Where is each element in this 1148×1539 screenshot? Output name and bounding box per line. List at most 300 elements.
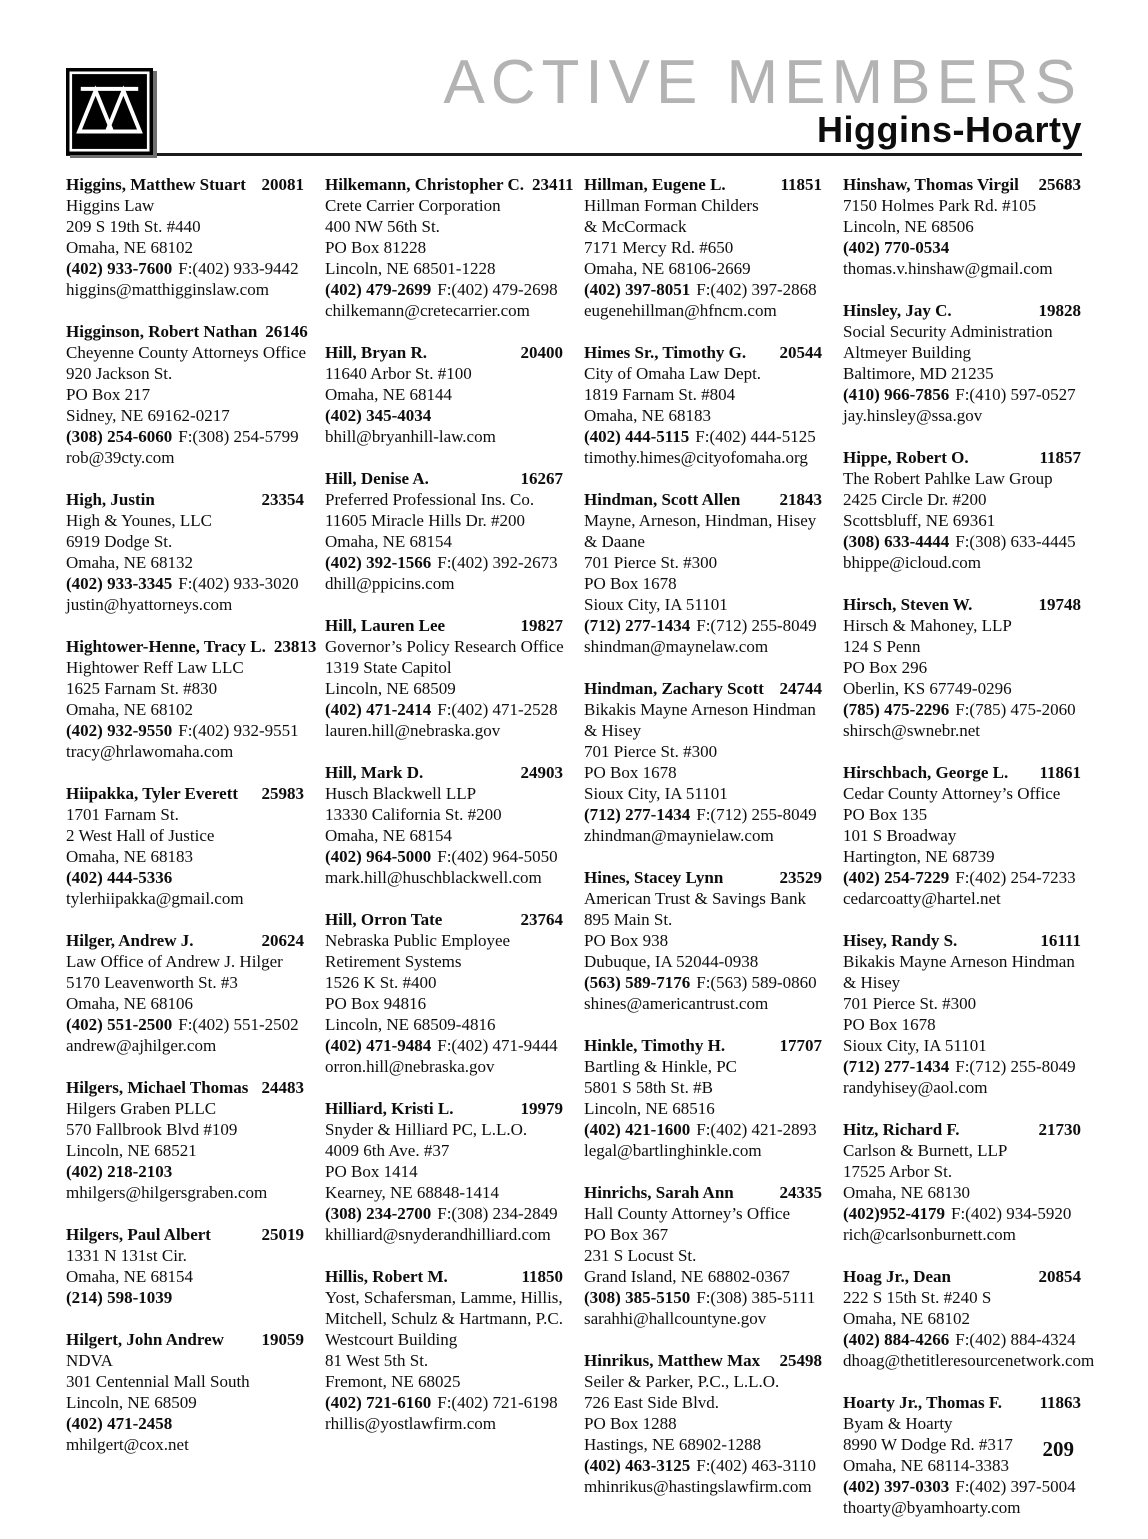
address-line: Hall County Attorney’s Office: [584, 1204, 791, 1223]
member-id: 19979: [520, 1099, 563, 1118]
member-name: Hill, Mark D.: [325, 763, 424, 782]
address-line: High & Younes, LLC: [66, 511, 212, 530]
member-name: Hisey, Randy S.: [843, 931, 958, 950]
phone-line: [584, 1455, 822, 1476]
email-address: justin@hyattorneys.com: [66, 595, 233, 614]
member-entry-head: [584, 1182, 822, 1203]
member-entry: [325, 468, 563, 594]
phone-number: (402) 397-0303: [843, 1477, 950, 1496]
fax-number: F:(308) 385-5111: [696, 1288, 816, 1307]
address-line: 5170 Leavenworth St. #3: [66, 973, 238, 992]
member-entry-head: [584, 174, 822, 195]
member-id: 23411: [532, 175, 574, 194]
member-entry: [584, 867, 822, 1014]
email-address: sarahhi@hallcountyne.gov: [584, 1309, 767, 1328]
member-id: 19059: [261, 1330, 304, 1349]
member-entry-head: [843, 762, 1081, 783]
address-line: 570 Fallbrook Blvd #109: [66, 1120, 238, 1139]
member-entry-head: [325, 1266, 563, 1287]
phone-number: (712) 277-1434: [843, 1057, 950, 1076]
page-footer: [1043, 1437, 1075, 1462]
address-line: Scottsbluff, NE 69361: [843, 511, 996, 530]
phone-number: (402) 964-5000: [325, 847, 432, 866]
address-line: 400 NW 56th St.: [325, 217, 440, 236]
member-entry: [843, 300, 1081, 426]
phone-line: [66, 573, 304, 594]
address-line: Sioux City, IA 51101: [584, 595, 728, 614]
address-line: Lincoln, NE 68516: [584, 1099, 715, 1118]
fax-number: F:(402) 884-4324: [955, 1330, 1076, 1349]
address-line: PO Box 135: [843, 805, 928, 824]
member-entry-head: [325, 342, 563, 363]
page-number: 209: [1042, 1437, 1074, 1461]
member-entry-head: [584, 867, 822, 888]
address-line: Sioux City, IA 51101: [843, 1036, 987, 1055]
address-line: Hartington, NE 68739: [843, 847, 995, 866]
address-line: 2425 Circle Dr. #200: [843, 490, 987, 509]
address-line: 6919 Dodge St.: [66, 532, 173, 551]
phone-line: [66, 1413, 304, 1434]
email-address: andrew@ajhilger.com: [66, 1036, 217, 1055]
phone-number: (402) 444-5115: [584, 427, 690, 446]
address-line: Omaha, NE 68102: [66, 238, 194, 257]
member-entry-head: [66, 636, 317, 657]
member-id: 20544: [779, 343, 822, 362]
email-address: shirsch@swnebr.net: [843, 721, 980, 740]
email-address: legal@bartlinghinkle.com: [584, 1141, 762, 1160]
address-line: Dubuque, IA 52044-0938: [584, 952, 759, 971]
member-name: Hinrichs, Sarah Ann: [584, 1183, 734, 1202]
member-id: 19748: [1038, 595, 1081, 614]
member-entry-head: [325, 762, 563, 783]
address-line: American Trust & Savings Bank: [584, 889, 806, 908]
member-name: Hillis, Robert M.: [325, 1267, 448, 1286]
address-line: PO Box 94816: [325, 994, 427, 1013]
address-line: 1331 N 131st Cir.: [66, 1246, 187, 1265]
address-line: Mitchell, Schulz & Hartmann, P.C.: [325, 1309, 563, 1328]
fax-number: F:(712) 255-8049: [955, 1057, 1076, 1076]
phone-line: [325, 1035, 563, 1056]
address-line: Omaha, NE 68144: [325, 385, 453, 404]
address-line: 1526 K St. #400: [325, 973, 437, 992]
phone-line: [584, 279, 822, 300]
address-line: & Hisey: [843, 973, 901, 992]
member-entry: [325, 909, 563, 1077]
address-line: Omaha, NE 68154: [325, 532, 453, 551]
phone-number: (402) 884-4266: [843, 1330, 950, 1349]
address-line: Hastings, NE 68902-1288: [584, 1435, 762, 1454]
phone-number: (402) 463-3125: [584, 1456, 691, 1475]
address-line: Retirement Systems: [325, 952, 462, 971]
phone-line: [584, 615, 822, 636]
address-line: 222 S 15th St. #240 S: [843, 1288, 992, 1307]
fax-number: F:(402) 964-5050: [437, 847, 558, 866]
address-line: 81 West 5th St.: [325, 1351, 429, 1370]
member-name: Hilgers, Paul Albert: [66, 1225, 211, 1244]
address-line: 101 S Broadway: [843, 826, 957, 845]
member-id: 24903: [520, 763, 563, 782]
member-name: Hinkle, Timothy H.: [584, 1036, 726, 1055]
member-entry: [66, 1077, 304, 1203]
fax-number: F:(402) 397-5004: [955, 1477, 1076, 1496]
member-entry-head: [325, 174, 574, 195]
address-line: 209 S 19th St. #440: [66, 217, 201, 236]
address-line: Omaha, NE 68183: [66, 847, 194, 866]
fax-number: F:(785) 475-2060: [955, 700, 1076, 719]
phone-line: [584, 972, 822, 993]
phone-number: (214) 598-1039: [66, 1288, 173, 1307]
directory-column: [843, 174, 1095, 1539]
email-address: higgins@matthigginslaw.com: [66, 280, 269, 299]
address-line: & Daane: [584, 532, 645, 551]
member-id: 25498: [779, 1351, 822, 1370]
address-line: 726 East Side Blvd.: [584, 1393, 720, 1412]
fax-number: F:(402) 397-2868: [696, 280, 817, 299]
address-line: 11605 Miracle Hills Dr. #200: [325, 511, 526, 530]
address-line: Social Security Administration: [843, 322, 1053, 341]
address-line: 701 Pierce St. #300: [584, 742, 718, 761]
phone-line: [843, 867, 1081, 888]
directory-column: [66, 174, 317, 1539]
member-id: 20081: [261, 175, 304, 194]
member-entry-head: [584, 342, 822, 363]
address-line: Baltimore, MD 21235: [843, 364, 994, 383]
phone-line: [325, 1392, 563, 1413]
phone-line: [66, 1161, 304, 1182]
member-entry-head: [66, 321, 308, 342]
address-line: Lincoln, NE 68509: [66, 1393, 197, 1412]
member-id: 16111: [1040, 931, 1081, 950]
address-line: Lincoln, NE 68501-1228: [325, 259, 496, 278]
member-name: Hill, Lauren Lee: [325, 616, 446, 635]
address-line: Grand Island, NE 68802-0367: [584, 1267, 790, 1286]
address-line: Governor’s Policy Research Office: [325, 637, 564, 656]
member-name: Higginson, Robert Nathan: [66, 322, 258, 341]
address-line: Omaha, NE 68106-2669: [584, 259, 751, 278]
email-address: thoarty@byamhoarty.com: [843, 1498, 1021, 1517]
email-address: dhill@ppicins.com: [325, 574, 455, 593]
member-entry-head: [66, 489, 304, 510]
address-line: Sidney, NE 69162-0217: [66, 406, 230, 425]
phone-line: [325, 405, 563, 426]
address-line: PO Box 1678: [843, 1015, 936, 1034]
member-name: Hill, Bryan R.: [325, 343, 428, 362]
phone-line: [843, 1476, 1081, 1497]
address-line: Law Office of Andrew J. Hilger: [66, 952, 283, 971]
member-entry: [843, 930, 1081, 1098]
address-line: 124 S Penn: [843, 637, 921, 656]
email-address: eugenehillman@hfncm.com: [584, 301, 777, 320]
fax-number: F:(402) 444-5125: [695, 427, 816, 446]
phone-line: [843, 531, 1081, 552]
member-id: 11851: [780, 175, 822, 194]
email-address: chilkemann@cretecarrier.com: [325, 301, 530, 320]
member-id: 11850: [521, 1267, 563, 1286]
member-entry: [66, 1329, 304, 1455]
email-address: orron.hill@nebraska.gov: [325, 1057, 495, 1076]
address-line: Bikakis Mayne Arneson Hindman: [843, 952, 1075, 971]
address-line: PO Box 938: [584, 931, 669, 950]
address-line: Omaha, NE 68106: [66, 994, 194, 1013]
phone-line: [584, 426, 822, 447]
member-entry: [843, 447, 1081, 573]
page-title: ACTIVE MEMBERS: [443, 48, 1082, 117]
member-id: 23764: [520, 910, 563, 929]
address-line: PO Box 1288: [584, 1414, 677, 1433]
email-address: timothy.himes@cityofomaha.org: [584, 448, 808, 467]
phone-line: [584, 1119, 822, 1140]
member-entry: [325, 1098, 563, 1245]
page-subtitle: Higgins-Hoarty: [816, 109, 1082, 150]
phone-line: [66, 720, 304, 741]
member-entry-head: [66, 930, 304, 951]
phone-number: (402)952-4179: [843, 1204, 945, 1223]
address-line: Nebraska Public Employee: [325, 931, 511, 950]
address-line: Omaha, NE 68154: [325, 826, 453, 845]
address-line: Carlson & Burnett, LLP: [843, 1141, 1008, 1160]
directory-columns: [0, 156, 1148, 1539]
email-address: khilliard@snyderandhilliard.com: [325, 1225, 551, 1244]
address-line: Higgins Law: [66, 196, 155, 215]
member-entry-head: [843, 1119, 1081, 1140]
address-line: Fremont, NE 68025: [325, 1372, 461, 1391]
address-line: Oberlin, KS 67749-0296: [843, 679, 1012, 698]
phone-line: [843, 1329, 1081, 1350]
address-line: & McCormack: [584, 217, 687, 236]
phone-number: (402) 471-2458: [66, 1414, 173, 1433]
fax-number: F:(402) 933-3020: [178, 574, 299, 593]
member-id: 20624: [261, 931, 304, 950]
member-entry-head: [843, 447, 1081, 468]
member-entry: [584, 1035, 822, 1161]
member-name: Hindman, Zachary Scott: [584, 679, 764, 698]
phone-line: [843, 1056, 1081, 1077]
address-line: Mayne, Arneson, Hindman, Hisey: [584, 511, 817, 530]
phone-number: (402) 479-2699: [325, 280, 432, 299]
email-address: mhilgert@cox.net: [66, 1435, 189, 1454]
address-line: 301 Centennial Mall South: [66, 1372, 250, 1391]
member-id: 23354: [261, 490, 304, 509]
member-entry-head: [843, 300, 1081, 321]
phone-line: [325, 552, 563, 573]
phone-line: [66, 426, 304, 447]
address-line: 5801 S 58th St. #B: [584, 1078, 713, 1097]
member-entry-head: [325, 615, 563, 636]
address-line: Omaha, NE 68130: [843, 1183, 971, 1202]
address-line: Westcourt Building: [325, 1330, 458, 1349]
member-entry-head: [584, 1350, 822, 1371]
phone-line: [843, 699, 1081, 720]
phone-number: (402) 218-2103: [66, 1162, 173, 1181]
phone-line: [325, 1203, 563, 1224]
phone-number: (402) 933-3345: [66, 574, 173, 593]
address-line: Omaha, NE 68132: [66, 553, 194, 572]
address-line: 2 West Hall of Justice: [66, 826, 215, 845]
member-entry: [66, 783, 304, 909]
phone-number: (712) 277-1434: [584, 616, 691, 635]
email-address: cedarcoatty@hartel.net: [843, 889, 1001, 908]
member-name: Hoarty Jr., Thomas F.: [843, 1393, 1003, 1412]
address-line: PO Box 1414: [325, 1162, 418, 1181]
email-address: mhilgers@hilgersgraben.com: [66, 1183, 268, 1202]
fax-number: F:(402) 254-7233: [955, 868, 1076, 887]
member-id: 11861: [1039, 763, 1081, 782]
phone-number: (308) 254-6060: [66, 427, 173, 446]
member-entry: [584, 678, 822, 846]
address-line: Lincoln, NE 68521: [66, 1141, 197, 1160]
email-address: randyhisey@aol.com: [843, 1078, 988, 1097]
email-address: mark.hill@huschblackwell.com: [325, 868, 542, 887]
member-name: Hinrikus, Matthew Max: [584, 1351, 761, 1370]
member-name: Hines, Stacey Lynn: [584, 868, 724, 887]
member-id: 25019: [261, 1225, 304, 1244]
member-id: 16267: [520, 469, 563, 488]
directory-column: [325, 174, 574, 1539]
member-entry-head: [584, 1035, 822, 1056]
member-name: Hindman, Scott Allen: [584, 490, 741, 509]
address-line: 1819 Farnam St. #804: [584, 385, 736, 404]
member-entry: [66, 1224, 304, 1308]
fax-number: F:(402) 392-2673: [437, 553, 558, 572]
header-titles: [443, 48, 1082, 150]
member-name: Hirsch, Steven W.: [843, 595, 973, 614]
address-line: Hillman Forman Childers: [584, 196, 759, 215]
member-entry: [66, 636, 317, 762]
phone-number: (402) 254-7229: [843, 868, 950, 887]
email-address: tracy@hrlawomaha.com: [66, 742, 234, 761]
email-address: mhinrikus@hastingslawfirm.com: [584, 1477, 812, 1496]
member-entry: [584, 342, 822, 468]
member-id: 25983: [261, 784, 304, 803]
phone-number: (402) 392-1566: [325, 553, 432, 572]
address-line: Bikakis Mayne Arneson Hindman: [584, 700, 816, 719]
phone-line: [584, 1287, 822, 1308]
member-entry: [66, 174, 304, 300]
address-line: Husch Blackwell LLP: [325, 784, 477, 803]
address-line: Omaha, NE 68154: [66, 1267, 194, 1286]
member-name: Hilkemann, Christopher C.: [325, 175, 524, 194]
address-line: 701 Pierce St. #300: [584, 553, 718, 572]
member-entry: [843, 174, 1081, 279]
address-line: Kearney, NE 68848-1414: [325, 1183, 500, 1202]
address-line: PO Box 1678: [584, 574, 677, 593]
member-name: Hilliard, Kristi L.: [325, 1099, 454, 1118]
phone-line: [66, 1287, 304, 1308]
fax-number: F:(402) 932-9551: [178, 721, 299, 740]
phone-number: (402) 721-6160: [325, 1393, 432, 1412]
address-line: 8990 W Dodge Rd. #317: [843, 1435, 1013, 1454]
address-line: Sioux City, IA 51101: [584, 784, 728, 803]
member-entry-head: [843, 1266, 1081, 1287]
member-entry-head: [325, 468, 563, 489]
member-entry: [843, 1266, 1095, 1371]
address-line: Preferred Professional Ins. Co.: [325, 490, 535, 509]
email-address: shines@americantrust.com: [584, 994, 769, 1013]
address-line: Yost, Schafersman, Lamme, Hillis,: [325, 1288, 563, 1307]
member-entry: [843, 594, 1081, 741]
phone-line: [66, 1014, 304, 1035]
member-entry-head: [66, 1329, 304, 1350]
phone-number: (402) 421-1600: [584, 1120, 691, 1139]
member-entry-head: [66, 1077, 304, 1098]
phone-number: (563) 589-7176: [584, 973, 691, 992]
member-entry: [325, 342, 563, 447]
fax-number: F:(308) 254-5799: [178, 427, 299, 446]
member-name: Hilger, Andrew J.: [66, 931, 194, 950]
phone-number: (402) 345-4034: [325, 406, 432, 425]
fax-number: F:(410) 597-0527: [955, 385, 1076, 404]
member-entry-head: [843, 594, 1081, 615]
email-address: rhillis@yostlawfirm.com: [325, 1414, 496, 1433]
address-line: PO Box 367: [584, 1225, 669, 1244]
phone-line: [66, 867, 304, 888]
address-line: Lincoln, NE 68509-4816: [325, 1015, 496, 1034]
address-line: Omaha, NE 68183: [584, 406, 712, 425]
phone-number: (410) 966-7856: [843, 385, 950, 404]
address-line: Snyder & Hilliard PC, L.L.O.: [325, 1120, 528, 1139]
email-address: rob@39cty.com: [66, 448, 175, 467]
fax-number: F:(712) 255-8049: [696, 805, 817, 824]
address-line: Altmeyer Building: [843, 343, 971, 362]
address-line: Omaha, NE 68102: [66, 700, 194, 719]
phone-number: (308) 385-5150: [584, 1288, 691, 1307]
member-entry-head: [843, 930, 1081, 951]
address-line: NDVA: [66, 1351, 113, 1370]
member-name: Hill, Denise A.: [325, 469, 429, 488]
member-id: 23813: [273, 637, 317, 656]
address-line: 701 Pierce St. #300: [843, 994, 977, 1013]
address-line: 4009 6th Ave. #37: [325, 1141, 450, 1160]
fax-number: F:(402) 479-2698: [437, 280, 558, 299]
fax-number: F:(402) 463-3110: [696, 1456, 817, 1475]
member-entry-head: [66, 1224, 304, 1245]
member-entry: [843, 1119, 1081, 1245]
member-entry: [584, 489, 822, 657]
member-id: 20854: [1038, 1267, 1081, 1286]
member-entry-head: [325, 909, 563, 930]
member-entry-head: [325, 1098, 563, 1119]
fax-number: F:(402) 551-2502: [178, 1015, 299, 1034]
directory-column: [584, 174, 822, 1539]
member-name: Hitz, Richard F.: [843, 1120, 960, 1139]
phone-number: (402) 444-5336: [66, 868, 173, 887]
address-line: 13330 California St. #200: [325, 805, 502, 824]
phone-number: (402) 471-9484: [325, 1036, 432, 1055]
fax-number: F:(402) 721-6198: [437, 1393, 558, 1412]
member-entry-head: [584, 489, 822, 510]
fax-number: F:(402) 421-2893: [696, 1120, 817, 1139]
address-line: 895 Main St.: [584, 910, 673, 929]
email-address: zhindman@maynielaw.com: [584, 826, 774, 845]
member-entry: [584, 1350, 822, 1497]
address-line: 11640 Arbor St. #100: [325, 364, 472, 383]
fax-number: F:(402) 933-9442: [178, 259, 299, 278]
address-line: City of Omaha Law Dept.: [584, 364, 762, 383]
member-id: 19828: [1038, 301, 1081, 320]
member-name: Hoag Jr., Dean: [843, 1267, 951, 1286]
member-name: Himes Sr., Timothy G.: [584, 343, 747, 362]
address-line: Lincoln, NE 68509: [325, 679, 456, 698]
fax-number: F:(563) 589-0860: [696, 973, 817, 992]
address-line: The Robert Pahlke Law Group: [843, 469, 1053, 488]
fax-number: F:(402) 471-2528: [437, 700, 558, 719]
member-entry: [325, 1266, 563, 1434]
fax-number: F:(402) 934-5920: [950, 1204, 1072, 1223]
address-line: Seiler & Parker, P.C., L.L.O.: [584, 1372, 780, 1391]
address-line: PO Box 1678: [584, 763, 677, 782]
address-line: 7150 Holmes Park Rd. #105: [843, 196, 1037, 215]
member-entry-head: [584, 678, 822, 699]
